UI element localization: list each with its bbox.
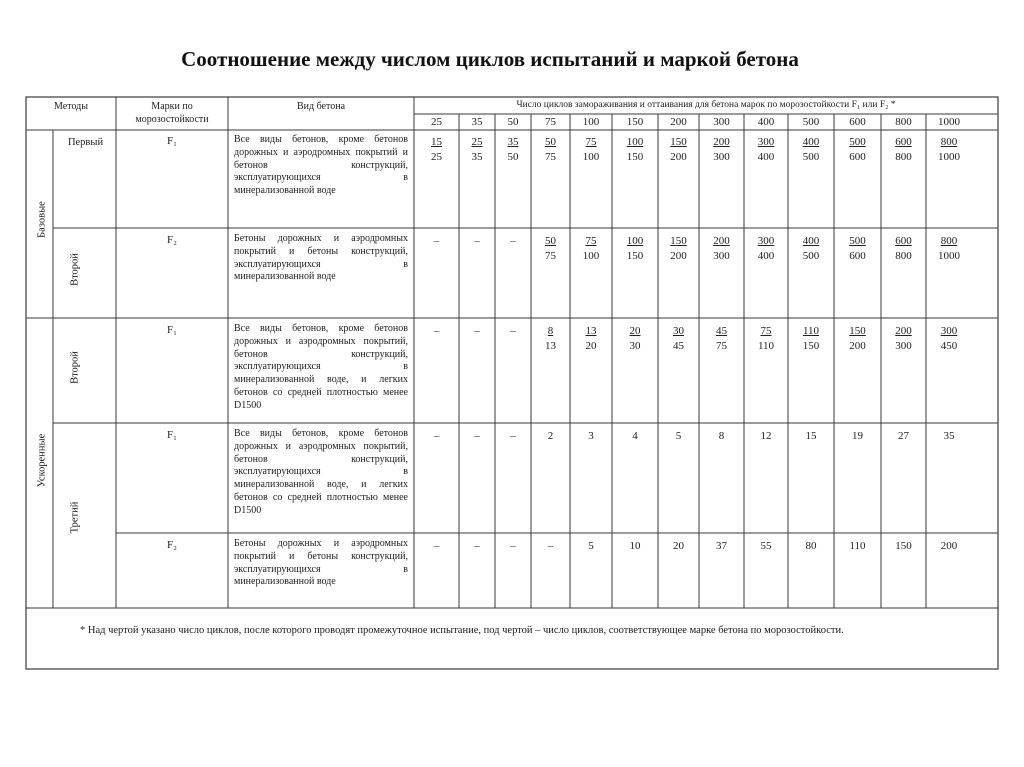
cycle-cell (570, 324, 612, 354)
intermediate-cycles: 400 (802, 235, 820, 247)
cycle-cell (658, 135, 699, 165)
cycle-cell (744, 539, 788, 554)
grade-cycles: 300 (895, 340, 912, 352)
cycles-value: – (474, 430, 480, 442)
header-grades: Марки по морозостойкости (135, 101, 209, 125)
cycle-cell (699, 234, 744, 264)
cycle-cell (926, 135, 972, 165)
intermediate-cycles: 75 (585, 136, 597, 148)
intermediate-cycles: 100 (626, 235, 644, 247)
cycle-cell (495, 234, 531, 249)
cycle-cell (926, 539, 972, 554)
grade-cycles: 200 (670, 250, 687, 262)
grade-cycles: 50 (507, 151, 519, 163)
cycle-cell (834, 539, 881, 554)
cycles-value: – (510, 235, 516, 247)
intermediate-cycles: 13 (585, 325, 597, 337)
grade-cycles: 300 (713, 151, 730, 163)
cycle-cell (531, 234, 570, 264)
cycle-cell (612, 429, 658, 444)
intermediate-cycles: 300 (757, 235, 775, 247)
cycles-value: 5 (588, 540, 594, 552)
intermediate-cycles: 800 (940, 136, 958, 148)
intermediate-cycles: 50 (545, 235, 556, 247)
cycles-value: 8 (718, 430, 725, 442)
cycle-cell (459, 135, 495, 165)
cycle-cell (570, 234, 612, 264)
cycle-cell (531, 539, 570, 554)
grade-cycles: 1000 (938, 250, 960, 262)
intermediate-cycles: 30 (673, 325, 684, 337)
grade-cell: F₂ (167, 539, 177, 551)
grade-cycles: 800 (895, 151, 912, 163)
method-group-accelerated: Ускоренные (36, 433, 48, 488)
cycle-cell (881, 135, 926, 165)
cycle-cell (926, 429, 972, 444)
grade-cycles: 75 (545, 250, 556, 262)
grade-cell: F₁ (167, 324, 177, 336)
intermediate-cycles: 600 (895, 235, 912, 247)
concrete-description: Все виды бетонов, кроме бетонов дорожных и аэродромных покрытий, бетонов конструкций, эксплуатирующихся в минерализованной воде, и легких бетонов со средней плотностью менее D1500 (234, 428, 408, 516)
intermediate-cycles: 150 (670, 235, 687, 247)
grade-column-header: 1000 (938, 116, 960, 128)
cycle-cell (788, 429, 834, 444)
intermediate-cycles: 35 (507, 136, 519, 148)
cycle-cell (570, 429, 612, 444)
cycle-cell (414, 429, 459, 444)
cycles-value: 4 (632, 430, 638, 442)
cycles-value: – (433, 325, 440, 337)
grade-cycles: 75 (716, 340, 727, 352)
cycles-value: 35 (943, 430, 955, 442)
cycle-cell (834, 324, 881, 354)
grade-column-header: 400 (757, 116, 775, 128)
cycle-cell (612, 234, 658, 264)
grade-cycles: 1000 (938, 151, 960, 163)
cycle-cell (658, 324, 699, 354)
intermediate-cycles: 300 (757, 136, 775, 148)
cycles-value: – (433, 430, 440, 442)
method-label: Первый (67, 137, 104, 148)
cycle-cell (414, 324, 459, 339)
grade-cycles: 20 (585, 340, 597, 352)
grade-cycles: 500 (802, 151, 820, 163)
intermediate-cycles: 50 (545, 136, 556, 148)
cycles-value: 5 (675, 430, 682, 442)
intermediate-cycles: 200 (713, 136, 730, 148)
cycles-value: 10 (629, 540, 641, 552)
intermediate-cycles: 800 (940, 235, 958, 247)
intermediate-cycles: 100 (626, 136, 644, 148)
cycles-value: 12 (760, 430, 772, 442)
grade-column-header: 300 (713, 116, 730, 128)
cycle-cell (531, 135, 570, 165)
cycle-cell (658, 429, 699, 444)
slide-title: Соотношение между числом циклов испытаний и маркой бетона (181, 47, 799, 71)
cycle-cell (495, 539, 531, 554)
cycles-value: – (474, 235, 480, 247)
header-methods: Методы (54, 101, 88, 112)
header-concrete-type: Вид бетона (296, 101, 346, 112)
grade-cycles: 100 (582, 250, 600, 262)
cycle-cell (834, 234, 881, 264)
intermediate-cycles: 500 (849, 235, 866, 247)
cycles-value: 3 (588, 430, 594, 442)
grade-cycles: 35 (471, 151, 483, 163)
cycles-value: – (433, 235, 440, 247)
cycle-cell (570, 135, 612, 165)
cycle-cell (699, 135, 744, 165)
cycles-value: – (474, 540, 480, 552)
concrete-description: Бетоны дорожных и аэродромных покрытий и бетоны конструкций, эксплуатирующихся в минерализованной воде (234, 233, 408, 283)
grade-column-header: 500 (802, 116, 820, 128)
grade-cycles: 500 (802, 250, 820, 262)
cycle-cell (699, 539, 744, 554)
cycle-cell (699, 324, 744, 354)
cycles-value: – (510, 540, 516, 552)
intermediate-cycles: 75 (585, 235, 597, 247)
cycle-cell (926, 324, 972, 354)
cycles-value: 2 (547, 430, 554, 442)
grade-cycles: 800 (895, 250, 912, 262)
grade-column-header: 100 (582, 116, 600, 128)
intermediate-cycles: 150 (670, 136, 687, 148)
cycles-value: 37 (716, 540, 727, 552)
cycles-value: – (474, 325, 480, 337)
grade-cell: F₁ (167, 135, 177, 147)
grade-cycles: 600 (849, 151, 866, 163)
cycle-cell (459, 429, 495, 444)
cycle-cell (531, 429, 570, 444)
cycle-cell (788, 539, 834, 554)
grade-cell: F₂ (167, 234, 177, 246)
cycle-cell (881, 539, 926, 554)
grade-column-header: 25 (431, 116, 442, 128)
cycle-cell (612, 324, 658, 354)
intermediate-cycles: 150 (849, 325, 866, 337)
method-label: Второй (69, 351, 81, 384)
cycle-cell (881, 234, 926, 264)
concrete-description: Все виды бетонов, кроме бетонов дорожных и аэродромных покрытий, бетонов конструкций, эксплуатирующихся в минерализованной воде, и легких бетонов со средней плотностью менее D1500 (234, 323, 408, 411)
cycle-cell (531, 324, 570, 354)
cycles-value: 80 (805, 540, 817, 552)
grade-cycles: 600 (849, 250, 866, 262)
intermediate-cycles: 500 (849, 136, 866, 148)
grade-cycles: 150 (626, 151, 644, 163)
cycle-cell (495, 135, 531, 165)
cycles-value: – (433, 540, 440, 552)
cycle-cell (881, 429, 926, 444)
cycles-value: – (547, 540, 554, 552)
cycle-cell (699, 429, 744, 444)
cycle-cell (612, 539, 658, 554)
cycles-value: 15 (805, 430, 817, 442)
intermediate-cycles: 45 (716, 325, 727, 337)
grade-cycles: 75 (545, 151, 556, 163)
grade-column-header: 50 (507, 116, 519, 128)
cycle-cell (612, 135, 658, 165)
grade-cycles: 200 (849, 340, 866, 352)
cycle-cell (495, 324, 531, 339)
cycle-cell (834, 429, 881, 444)
intermediate-cycles: 25 (471, 136, 483, 148)
cycle-cell (414, 135, 459, 165)
intermediate-cycles: 200 (895, 325, 912, 337)
concrete-description: Все виды бетонов, кроме бетонов дорожных и аэродромных покрытий и бетонов конструкций, эксплуатирующихся в минерализованной воде (234, 134, 408, 197)
cycle-cell (495, 429, 531, 444)
cycle-cell (788, 234, 834, 264)
cycle-cell (744, 234, 788, 264)
concrete-description: Бетоны дорожных и аэродромных покрытий и бетоны конструкций, эксплуатирующихся в минерализованной воде (234, 538, 408, 588)
grade-cycles: 45 (673, 340, 684, 352)
cycles-value: 150 (895, 540, 912, 552)
cycle-cell (788, 135, 834, 165)
intermediate-cycles: 600 (895, 136, 912, 148)
header-cycles: Число циклов замораживания и оттаивания для бетона марок по морозостойкости F₁ или F₂ * (516, 100, 896, 110)
cycle-cell (459, 324, 495, 339)
cycle-cell (658, 539, 699, 554)
intermediate-cycles: 110 (802, 325, 820, 337)
cycle-cell (788, 324, 834, 354)
grade-column-header: 35 (471, 116, 483, 128)
cycles-value: 55 (760, 540, 772, 552)
grade-column-header: 800 (895, 116, 912, 128)
cycle-cell (744, 429, 788, 444)
cycle-cell (570, 539, 612, 554)
intermediate-cycles: 15 (431, 136, 442, 148)
footnote: * Над чертой указано число циклов, после которого проводят промежуточное испытание, под чертой – число циклов, соответствующее марке бетона по морозостойкости. (80, 625, 844, 636)
intermediate-cycles: 200 (713, 235, 730, 247)
grade-cycles: 30 (629, 340, 641, 352)
grade-cycles: 400 (757, 250, 775, 262)
method-group-basic: Базовые (36, 201, 48, 238)
intermediate-cycles: 20 (629, 325, 641, 337)
cycles-value: 20 (673, 540, 684, 552)
method-label: Третий (69, 501, 81, 534)
grade-cycles: 300 (713, 250, 730, 262)
grade-cell: F₁ (167, 429, 177, 441)
grade-column-header: 600 (849, 116, 866, 128)
grade-column-header: 75 (545, 116, 556, 128)
intermediate-cycles: 400 (802, 136, 820, 148)
cycle-cell (926, 234, 972, 264)
cycle-cell (459, 234, 495, 249)
grade-cycles: 150 (626, 250, 644, 262)
grade-cycles: 110 (757, 340, 775, 352)
intermediate-cycles: 300 (940, 325, 958, 337)
grade-cycles: 100 (582, 151, 600, 163)
cycle-cell (414, 539, 459, 554)
cycles-value: 110 (849, 540, 866, 552)
cycles-value: 200 (940, 540, 958, 552)
grade-cycles: 150 (802, 340, 820, 352)
grade-cycles: 200 (670, 151, 687, 163)
cycle-cell (744, 135, 788, 165)
cycles-value: 27 (898, 430, 909, 442)
intermediate-cycles: 8 (547, 325, 554, 337)
grade-cycles: 400 (757, 151, 775, 163)
cycle-cell (834, 135, 881, 165)
grade-column-header: 200 (670, 116, 687, 128)
grade-column-header: 150 (626, 116, 644, 128)
method-label: Второй (69, 253, 81, 286)
cycle-cell (459, 539, 495, 554)
cycles-value: – (510, 325, 516, 337)
cycle-cell (881, 324, 926, 354)
grade-cycles: 450 (940, 340, 958, 352)
intermediate-cycles: 75 (760, 325, 772, 337)
cycles-value: – (510, 430, 516, 442)
grade-cycles: 25 (431, 151, 442, 163)
grade-cycles: 13 (545, 340, 556, 352)
cycle-cell (658, 234, 699, 264)
cycle-cell (744, 324, 788, 354)
cycle-cell (414, 234, 459, 249)
cycles-value: 19 (852, 430, 863, 442)
